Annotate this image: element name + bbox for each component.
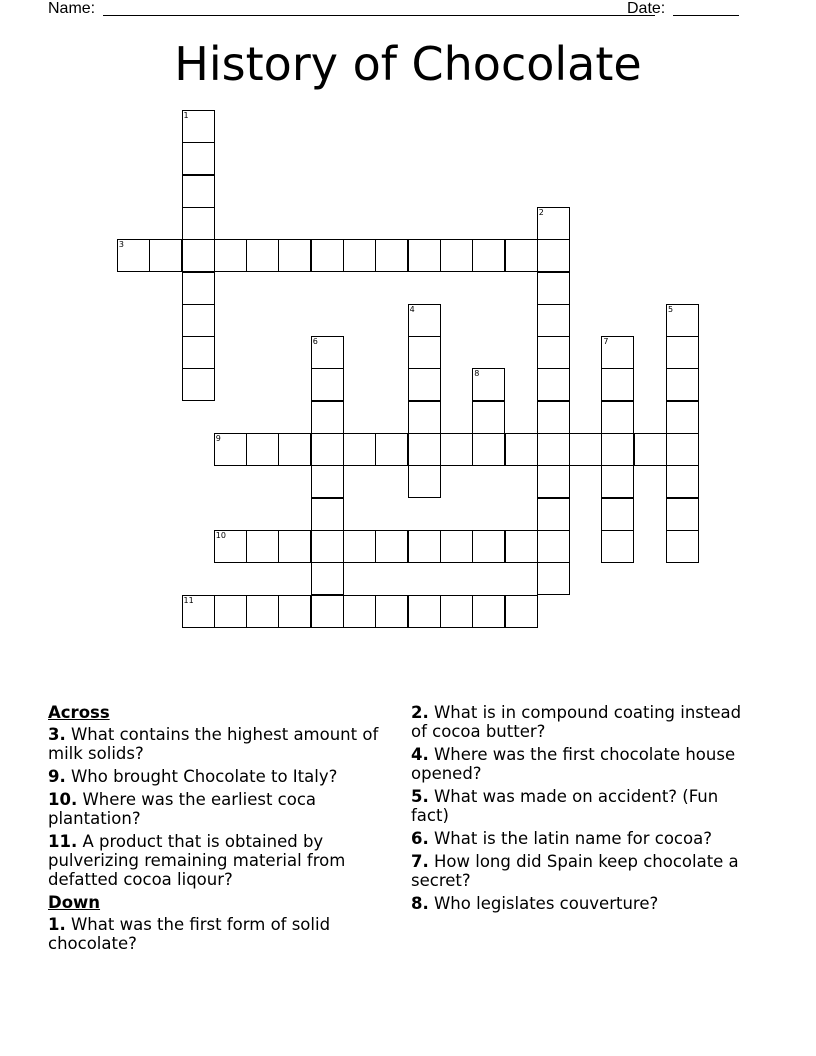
crossword-cell[interactable] <box>505 239 538 272</box>
crossword-cell[interactable] <box>537 304 570 337</box>
crossword-cell[interactable] <box>246 595 279 628</box>
crossword-cell[interactable] <box>569 433 602 466</box>
page-title: History of Chocolate <box>174 37 642 91</box>
crossword-cell[interactable] <box>537 530 570 563</box>
clue-item <box>411 745 761 783</box>
crossword-cell[interactable] <box>537 368 570 401</box>
clue-number: 6 <box>312 337 318 347</box>
crossword-cell[interactable] <box>537 207 570 240</box>
crossword-cell[interactable] <box>149 239 182 272</box>
clue-item <box>48 832 398 889</box>
crossword-cell[interactable] <box>311 595 344 628</box>
crossword-cell[interactable] <box>408 239 441 272</box>
date-label: Date: <box>627 0 666 17</box>
clue-item <box>411 894 761 913</box>
clue-item-text: A product that is obtained by pulverizing remaining material from defatted cocoa liqour? <box>48 832 346 889</box>
crossword-cell[interactable] <box>182 304 215 337</box>
crossword-cell[interactable] <box>182 595 215 628</box>
crossword-cell[interactable] <box>182 239 215 272</box>
crossword-cell[interactable] <box>601 433 634 466</box>
clue-item-number: 1. <box>48 915 66 934</box>
crossword-cell[interactable] <box>666 498 699 531</box>
crossword-cell[interactable] <box>278 433 311 466</box>
crossword-cell[interactable] <box>311 433 344 466</box>
clue-item-number: 4. <box>411 745 429 764</box>
clue-number: 2 <box>538 207 544 217</box>
crossword-cell[interactable] <box>311 465 344 498</box>
crossword-cell[interactable] <box>472 433 505 466</box>
crossword-cell[interactable] <box>666 368 699 401</box>
crossword-cell[interactable] <box>601 336 634 369</box>
crossword-cell[interactable] <box>182 272 215 305</box>
crossword-cell[interactable] <box>440 595 473 628</box>
clue-item <box>48 790 398 828</box>
crossword-cell[interactable] <box>601 465 634 498</box>
crossword-cell[interactable] <box>440 239 473 272</box>
crossword-cell[interactable] <box>117 239 150 272</box>
clue-number: 5 <box>668 304 674 314</box>
crossword-cell[interactable] <box>537 498 570 531</box>
crossword-cell[interactable] <box>182 368 215 401</box>
crossword-cell[interactable] <box>505 433 538 466</box>
crossword-cell[interactable] <box>375 433 408 466</box>
clue-item <box>411 852 761 890</box>
across-heading: Across <box>48 703 110 722</box>
crossword-cell[interactable] <box>472 595 505 628</box>
clue-item <box>48 725 398 763</box>
crossword-cell[interactable] <box>311 498 344 531</box>
clue-item <box>411 787 761 825</box>
down-clue-list <box>48 915 398 953</box>
crossword-cell[interactable] <box>343 530 376 563</box>
crossword-cell[interactable] <box>311 562 344 595</box>
crossword-cell[interactable] <box>343 433 376 466</box>
clue-item-number: 2. <box>411 703 429 722</box>
clue-item-number: 5. <box>411 787 429 806</box>
clue-item-text: Who brought Chocolate to Italy? <box>65 767 338 786</box>
crossword-cell[interactable] <box>537 336 570 369</box>
crossword-cell[interactable] <box>182 110 215 143</box>
clue-item <box>411 829 761 848</box>
crossword-cell[interactable] <box>311 368 344 401</box>
crossword-cell[interactable] <box>440 530 473 563</box>
crossword-cell[interactable] <box>440 433 473 466</box>
crossword-cell[interactable] <box>182 336 215 369</box>
clue-item-text: What was the first form of solid chocolate? <box>48 915 331 953</box>
crossword-cell[interactable] <box>666 530 699 563</box>
crossword-cell[interactable] <box>375 239 408 272</box>
crossword-cell[interactable] <box>408 401 441 434</box>
crossword-cell[interactable] <box>408 336 441 369</box>
clue-number: 1 <box>183 111 189 120</box>
crossword-cell[interactable] <box>666 433 699 466</box>
crossword-cell[interactable] <box>472 239 505 272</box>
crossword-cell[interactable] <box>408 530 441 563</box>
crossword-cell[interactable] <box>505 530 538 563</box>
clue-item-number: 10. <box>48 790 78 809</box>
name-label: Name: <box>48 0 96 17</box>
clue-item-text: How long did Spain keep chocolate a secret? <box>411 852 739 890</box>
clues-right-column <box>411 703 761 917</box>
clue-item-text: Where was the first chocolate house opened? <box>411 745 736 783</box>
clue-item <box>48 915 398 953</box>
clue-number: 9 <box>215 434 221 443</box>
crossword-cell[interactable] <box>214 239 247 272</box>
crossword-cell[interactable] <box>311 336 344 369</box>
clue-number: 3 <box>118 240 124 250</box>
crossword-cell[interactable] <box>408 433 441 466</box>
clue-item-number: 7. <box>411 852 429 871</box>
across-clue-list <box>48 725 398 889</box>
crossword-cell[interactable] <box>375 595 408 628</box>
clue-item <box>411 703 761 741</box>
crossword-cell[interactable] <box>343 239 376 272</box>
crossword-cell[interactable] <box>666 401 699 434</box>
crossword-cell[interactable] <box>601 498 634 531</box>
clue-item-number: 8. <box>411 894 429 913</box>
clue-item-number: 11. <box>48 832 78 851</box>
clue-item-text: Where was the earliest coca plantation? <box>48 790 317 828</box>
clue-number: 4 <box>409 304 415 314</box>
crossword-cell[interactable] <box>408 304 441 337</box>
crossword-cell[interactable] <box>246 239 279 272</box>
crossword-cell[interactable] <box>537 465 570 498</box>
crossword-cell[interactable] <box>601 401 634 434</box>
down-clue-list-continued <box>411 703 761 913</box>
crossword-cell[interactable] <box>666 465 699 498</box>
crossword-cell[interactable] <box>182 175 215 208</box>
crossword-cell[interactable] <box>246 530 279 563</box>
crossword-cell[interactable] <box>472 530 505 563</box>
crossword-cell[interactable] <box>472 368 505 401</box>
down-heading: Down <box>48 893 101 912</box>
clue-item-number: 9. <box>48 767 66 786</box>
clue-number: 7 <box>603 337 609 347</box>
crossword-cell[interactable] <box>601 368 634 401</box>
crossword-cell[interactable] <box>278 595 311 628</box>
crossword-cell[interactable] <box>634 433 667 466</box>
crossword-cell[interactable] <box>278 530 311 563</box>
clue-number: 11 <box>183 595 194 605</box>
crossword-cell[interactable] <box>666 336 699 369</box>
clue-item <box>48 767 398 786</box>
clue-item-number: 3. <box>48 725 66 744</box>
crossword-cell[interactable] <box>214 530 247 563</box>
crossword-cell[interactable] <box>601 530 634 563</box>
crossword-cell[interactable] <box>311 530 344 563</box>
clue-item-text: What is the latin name for cocoa? <box>428 829 712 848</box>
clue-number: 10 <box>215 530 226 540</box>
crossword-cell[interactable] <box>182 207 215 240</box>
clue-item-text: What was made on accident? (Fun fact) <box>411 787 719 825</box>
crossword-cell[interactable] <box>182 142 215 175</box>
crossword-cell[interactable] <box>537 401 570 434</box>
crossword-cell[interactable] <box>537 239 570 272</box>
crossword-cell[interactable] <box>214 595 247 628</box>
clue-item-number: 6. <box>411 829 429 848</box>
crossword-cell[interactable] <box>505 595 538 628</box>
crossword-cell[interactable] <box>472 401 505 434</box>
crossword-cell[interactable] <box>537 562 570 595</box>
crossword-cell[interactable] <box>343 595 376 628</box>
clues-left-column <box>48 703 398 957</box>
crossword-cell[interactable] <box>666 304 699 337</box>
crossword-cell[interactable] <box>311 239 344 272</box>
crossword-cell[interactable] <box>537 433 570 466</box>
clue-item-text: Who legislates couverture? <box>428 894 659 913</box>
crossword-cell[interactable] <box>375 530 408 563</box>
crossword-cell[interactable] <box>214 433 247 466</box>
crossword-cell[interactable] <box>311 401 344 434</box>
clue-item-text: What is in compound coating instead of cocoa butter? <box>411 703 742 741</box>
crossword-cell[interactable] <box>278 239 311 272</box>
crossword-cell[interactable] <box>537 272 570 305</box>
clue-number: 8 <box>474 369 480 379</box>
crossword-cell[interactable] <box>408 595 441 628</box>
crossword-cell[interactable] <box>246 433 279 466</box>
crossword-cell[interactable] <box>408 368 441 401</box>
clue-item-text: What contains the highest amount of milk solids? <box>48 725 379 763</box>
crossword-cell[interactable] <box>408 465 441 498</box>
